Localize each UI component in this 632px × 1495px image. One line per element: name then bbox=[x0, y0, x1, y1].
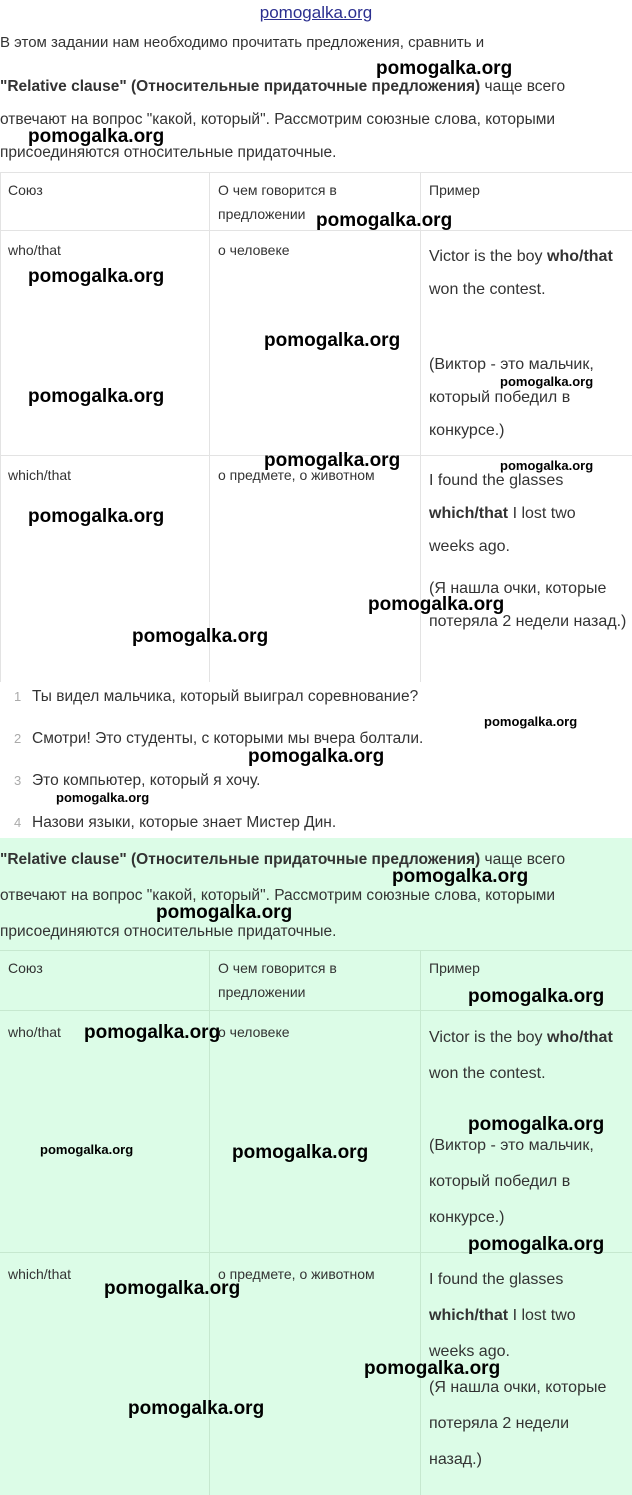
row-about: о человеке bbox=[218, 1024, 290, 1040]
row-translation: (Я нашла очки, которые потеряла 2 недели назад.) bbox=[429, 1379, 607, 1468]
watermark: pomogalka.org bbox=[468, 1234, 605, 1255]
answer-block bbox=[0, 838, 632, 1495]
site-link[interactable]: pomogalka.org bbox=[259, 3, 373, 22]
row-example: I found the glasses which/that I lost two weeks ago. bbox=[429, 1271, 576, 1360]
header-example: Пример bbox=[429, 182, 480, 198]
row-example: Victor is the boy who/that won the contest. bbox=[429, 1029, 613, 1082]
row-conj: which/that bbox=[8, 1266, 72, 1282]
watermark: pomogalka.org bbox=[28, 386, 165, 407]
watermark: pomogalka.org bbox=[264, 450, 401, 471]
watermark: pomogalka.org bbox=[156, 902, 293, 923]
section-heading: "Relative clause" (Относительные придаточные предложения) чаще всего отвечают на вопрос "какой, который". Рассмотрим союзные слова, которыми присоединяются относительные придаточные. bbox=[0, 78, 566, 161]
row-conj: who/that bbox=[8, 242, 61, 258]
header-conj: Союз bbox=[8, 182, 43, 198]
row-about: о предмете, о животном bbox=[218, 467, 375, 483]
row-about: о человеке bbox=[218, 242, 290, 258]
header-about: О чем говорится в предложении bbox=[218, 960, 337, 1000]
header-about: О чем говорится в предложении bbox=[218, 182, 337, 222]
watermark: pomogalka.org bbox=[56, 790, 150, 805]
watermark: pomogalka.org bbox=[376, 58, 513, 79]
list-item: 1 Ты видел мальчика, который выиграл соревнование? bbox=[14, 688, 419, 705]
watermark: pomogalka.org bbox=[264, 330, 401, 351]
header-example: Пример bbox=[429, 960, 480, 976]
row-example: Victor is the boy who/that won the contest. bbox=[429, 248, 613, 298]
watermark: pomogalka.org bbox=[500, 374, 594, 389]
relative-clause-table bbox=[0, 172, 632, 682]
watermark: pomogalka.org bbox=[132, 626, 269, 647]
watermark: pomogalka.org bbox=[248, 746, 385, 767]
watermark: pomogalka.org bbox=[104, 1278, 241, 1299]
watermark: pomogalka.org bbox=[316, 210, 453, 231]
row-conj: which/that bbox=[8, 467, 72, 483]
watermark: pomogalka.org bbox=[484, 714, 578, 729]
watermark: pomogalka.org bbox=[500, 458, 594, 473]
header-conj: Союз bbox=[8, 960, 43, 976]
row-conj: who/that bbox=[8, 1024, 61, 1040]
list-item: 3 Это компьютер, который я хочу. bbox=[14, 772, 261, 789]
watermark: pomogalka.org bbox=[28, 266, 165, 287]
watermark: pomogalka.org bbox=[128, 1398, 265, 1419]
row-translation: (Виктор - это мальчик, который победил в конкурсе.) bbox=[429, 356, 594, 439]
list-item: 4 Назови языки, которые знает Мистер Дин. bbox=[14, 814, 337, 831]
watermark: pomogalka.org bbox=[232, 1142, 369, 1163]
watermark: pomogalka.org bbox=[40, 1142, 134, 1157]
row-translation: (Я нашла очки, которые потеряла 2 недели назад.) bbox=[429, 580, 627, 630]
row-example: I found the glasses which/that I lost two weeks ago. bbox=[429, 472, 576, 555]
watermark: pomogalka.org bbox=[28, 506, 165, 527]
watermark: pomogalka.org bbox=[28, 126, 165, 147]
watermark: pomogalka.org bbox=[364, 1358, 501, 1379]
watermark: pomogalka.org bbox=[84, 1022, 221, 1043]
watermark: pomogalka.org bbox=[468, 986, 605, 1007]
section-heading: "Relative clause" (Относительные придаточные предложения) чаще всего отвечают на вопрос "какой, который". Рассмотрим союзные слова, которыми присоединяются относительные придаточные. bbox=[0, 851, 566, 940]
row-about: о предмете, о животном bbox=[218, 1266, 375, 1282]
row-translation: (Виктор - это мальчик, который победил в конкурсе.) bbox=[429, 1137, 594, 1226]
intro-text: В этом задании нам необходимо прочитать предложения, сравнить и bbox=[0, 34, 485, 51]
watermark: pomogalka.org bbox=[368, 594, 505, 615]
watermark: pomogalka.org bbox=[392, 866, 529, 887]
list-item: 2 Смотри! Это студенты, с которыми мы вчера болтали. bbox=[14, 730, 424, 747]
watermark: pomogalka.org bbox=[468, 1114, 605, 1135]
